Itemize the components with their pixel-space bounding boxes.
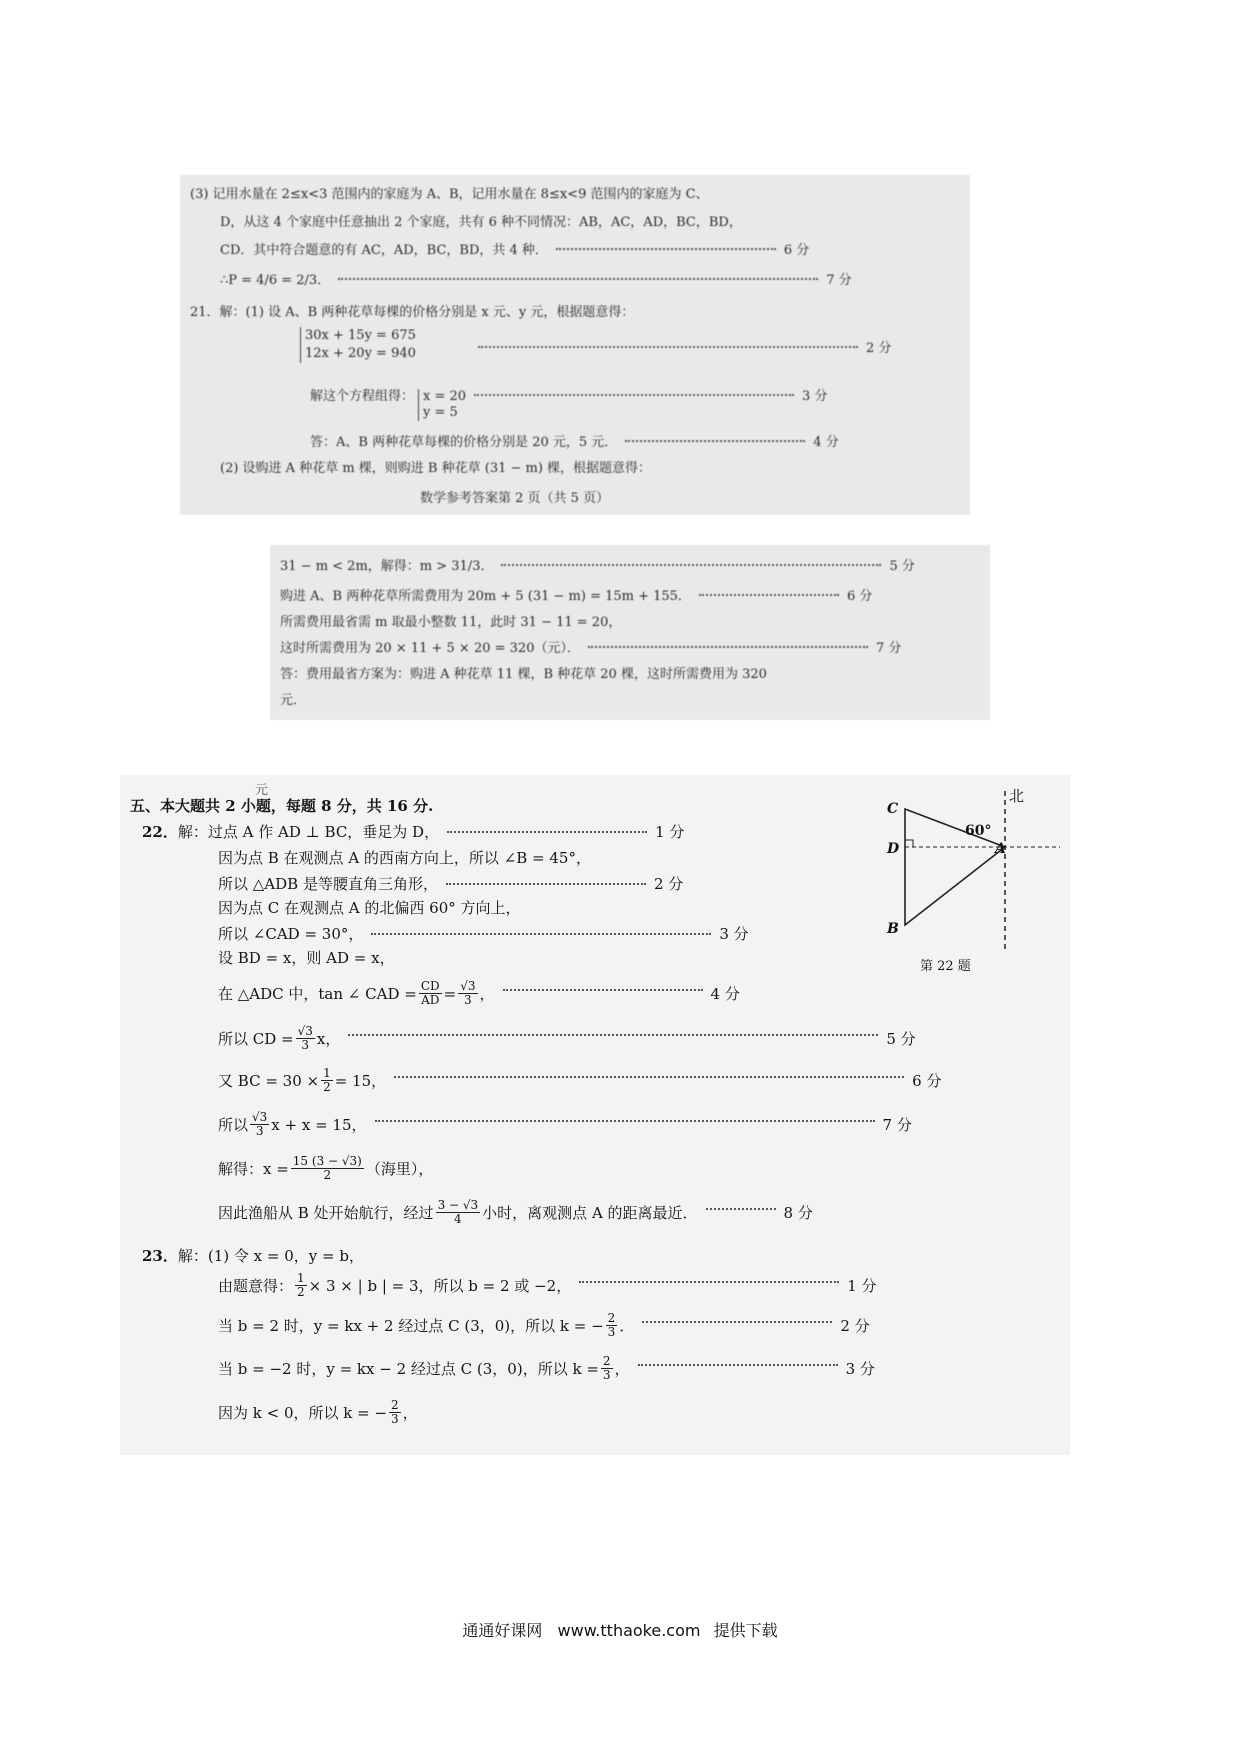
equation-system (300, 327, 416, 363)
numerator: 2 (602, 1354, 611, 1368)
q23-line (218, 1312, 870, 1339)
score: 7 分 (882, 1116, 912, 1134)
question-number: 23． (142, 1247, 178, 1265)
leader-dots (588, 646, 868, 648)
leader-dots (394, 1076, 904, 1078)
denominator: 3 (301, 1038, 310, 1052)
text: = 15， (334, 1072, 387, 1090)
text: 21．解：(1) 设 A、B 两种花草每棵的价格分别是 x 元、y 元，根据题意得： (190, 305, 635, 320)
score: 6 分 (912, 1072, 942, 1090)
q23-line (218, 1399, 418, 1426)
leader-dots (699, 594, 839, 596)
site-footer (0, 1618, 1240, 1641)
fraction (321, 1067, 333, 1094)
text: 因为点 C 在观测点 A 的北偏西 60° 方向上， (218, 899, 521, 917)
denominator: AD (421, 993, 440, 1007)
fraction (296, 1025, 315, 1052)
text: 因为点 B 在观测点 A 的西南方向上，所以 ∠B = 45°， (218, 849, 591, 867)
text: 这时所需费用为 20 × 11 + 5 × 20 = 320（元）． (280, 641, 580, 656)
text-line (470, 337, 891, 356)
text: 答：费用最省方案为：购进 A 种花草 11 棵，B 种花草 20 棵，这时所需费用为 320 (280, 667, 767, 682)
leader-dots (474, 394, 794, 396)
leader-dots (579, 1281, 839, 1283)
score: 1 分 (847, 1277, 877, 1295)
denominator: 3 (464, 993, 472, 1007)
footer-suffix: 提供下载 (713, 1621, 778, 1640)
label-c: C (887, 801, 899, 817)
text: 因此渔船从 B 处开始航行，经过 (218, 1204, 434, 1222)
q22-line (218, 1199, 813, 1226)
denominator: 3 (607, 1325, 616, 1339)
score: 4 分 (710, 985, 740, 1003)
text: 所以 CD = (218, 1030, 294, 1048)
q22-line (218, 873, 683, 894)
score: 6 分 (846, 589, 873, 604)
solution-system (418, 389, 466, 421)
denominator: 3 (255, 1124, 264, 1138)
text: ， (479, 985, 495, 1003)
numerator: 15 (3 − √3) (292, 1154, 362, 1168)
score: 8 分 (783, 1204, 813, 1222)
site-url: www.tthaoke.com (557, 1621, 701, 1640)
equation: x = 20 (423, 389, 467, 404)
text: 解：(1) 令 x = 0，y = b， (177, 1247, 364, 1265)
text: CD．其中符合题意的有 AC，AD，BC，BD，共 4 种． (220, 243, 548, 258)
numerator: √3 (297, 1024, 313, 1038)
score: 3 分 (802, 389, 828, 404)
text-line (310, 385, 827, 421)
text: 数学参考答案第 2 页（共 5 页） (420, 491, 610, 506)
text: 所以 ∠CAD = 30°， (218, 925, 364, 943)
fraction (389, 1399, 401, 1426)
q22-line (218, 1067, 941, 1094)
leader-dots (625, 440, 805, 442)
leader-dots (556, 248, 776, 250)
text-line (220, 269, 852, 288)
text: D，从这 4 个家庭中任意抽出 2 个家庭，共有 6 种不同情况：AB，AC，AD，BC，BD， (220, 215, 742, 230)
text: = (443, 984, 457, 1003)
denominator: 3 (602, 1368, 611, 1382)
section-title (130, 795, 433, 816)
q22-line (218, 980, 740, 1007)
text: 31 − m < 2m，解得：m > 31/3． (280, 559, 494, 574)
label-a: A (995, 841, 1006, 857)
text: 由题意得： (218, 1277, 294, 1295)
text: 购进 A、B 两种花草所需费用为 20m + 5 (31 − m) = 15m + 155． (280, 589, 691, 604)
leader-dots (338, 278, 818, 280)
text: 元 (255, 783, 269, 798)
score: 3 分 (719, 925, 749, 943)
equation: 12x + 20y = 940 (305, 346, 416, 361)
leader-dots (375, 1120, 875, 1122)
text: 小时，离观测点 A 的距离最近． (482, 1204, 698, 1222)
q22-line (218, 847, 591, 868)
text: 答：A、B 两种花草每棵的价格分别是 20 元，5 元． (310, 435, 618, 450)
text: ∴P = 4/6 = 2/3． (220, 273, 331, 288)
score: 5 分 (886, 1030, 916, 1048)
score: 1 分 (655, 823, 685, 841)
label-north: 北 (1009, 787, 1025, 805)
fraction (291, 1155, 364, 1182)
text-line (190, 183, 709, 202)
text-line (220, 239, 809, 258)
text-line (220, 211, 742, 230)
equation: 30x + 15y = 675 (305, 328, 416, 343)
numerator: 2 (391, 1398, 399, 1412)
fraction (601, 1355, 613, 1382)
label-angle: 60° (965, 823, 992, 839)
text: 在 △ADC 中，tan ∠ CAD = (218, 985, 417, 1003)
text: 解：过点 A 作 AD ⊥ BC，垂足为 D， (177, 823, 440, 841)
numerator: 3 − √3 (437, 1198, 479, 1212)
text-line (190, 301, 634, 320)
score: 6 分 (783, 243, 810, 258)
text-line (280, 585, 872, 604)
text: ． (619, 1317, 635, 1335)
score: 7 分 (826, 273, 852, 288)
fraction (295, 1272, 307, 1299)
leader-dots (447, 831, 647, 833)
text: 所以 △ADB 是等腰直角三角形， (218, 875, 438, 893)
scanned-answer-block-top (180, 175, 970, 515)
score: 2 分 (840, 1317, 870, 1335)
numerator: √3 (460, 979, 476, 993)
text: x + x = 15， (271, 1116, 367, 1134)
text-line (280, 555, 915, 574)
numerator: √3 (252, 1110, 268, 1124)
score: 7 分 (875, 641, 902, 656)
q22-line (218, 923, 749, 944)
page-footer-text (420, 487, 609, 506)
right-angle-mark (905, 840, 913, 847)
text: x， (316, 1030, 341, 1048)
label-d: D (887, 841, 900, 857)
numerator: 1 (297, 1271, 305, 1285)
q22-line (218, 947, 395, 968)
text: 所以 (218, 1116, 249, 1134)
text: （海里）， (365, 1160, 434, 1178)
q23-line (218, 1272, 877, 1299)
denominator: 2 (323, 1168, 332, 1182)
text: 因为 k < 0，所以 k = − (218, 1404, 388, 1422)
leader-dots (371, 933, 711, 935)
text-line (280, 637, 901, 656)
text-line (280, 663, 767, 682)
scanned-answer-block-bottom (270, 545, 990, 720)
text-line (310, 431, 839, 450)
question-number: 22． (142, 823, 178, 841)
leader-dots (446, 883, 646, 885)
numerator: CD (420, 979, 440, 993)
text: × 3 × | b | = 3，所以 b = 2 或 −2， (308, 1277, 572, 1295)
numerator: 2 (607, 1311, 616, 1325)
q23-line (142, 1245, 364, 1266)
leader-dots (638, 1364, 838, 1366)
text: 元． (280, 693, 307, 708)
fraction (436, 1199, 481, 1226)
denominator: 3 (391, 1412, 399, 1426)
text: ， (402, 1404, 418, 1422)
score: 5 分 (889, 559, 915, 574)
fraction (250, 1111, 269, 1138)
leader-dots (706, 1208, 776, 1210)
q22-line (218, 1111, 912, 1138)
numerator: 1 (323, 1066, 331, 1080)
score: 3 分 (845, 1360, 875, 1378)
q22-line (218, 1025, 916, 1052)
score: 2 分 (653, 875, 684, 893)
text: 当 b = −2 时，y = kx − 2 经过点 C (3，0)，所以 k = (218, 1360, 599, 1378)
equation: y = 5 (423, 405, 458, 420)
leader-dots (348, 1034, 878, 1036)
fraction (458, 980, 477, 1007)
fraction (606, 1312, 618, 1339)
label-b: B (887, 921, 899, 937)
denominator: 2 (297, 1285, 305, 1299)
fraction (419, 980, 442, 1007)
leader-dots (642, 1321, 832, 1323)
score: 4 分 (813, 435, 839, 450)
q23-line (218, 1355, 875, 1382)
leader-dots (501, 564, 881, 566)
text: 解得：x = (218, 1160, 289, 1178)
figure-caption: 第 22 题 (920, 959, 971, 974)
q22-line (218, 897, 521, 918)
leader-dots (503, 989, 703, 991)
text: 五、本大题共 2 小题，每题 8 分，共 16 分. (130, 797, 434, 815)
denominator: 2 (323, 1080, 331, 1094)
text: (3) 记用水量在 2≤x<3 范围内的家庭为 A、B，记用水量在 8≤x<9 范围内的家庭为 C、 (190, 187, 709, 202)
text: ， (614, 1360, 630, 1378)
site-name: 通通好课网 (462, 1621, 543, 1640)
text: 又 BC = 30 × (218, 1072, 320, 1090)
q22-line (218, 1155, 433, 1182)
text: 当 b = 2 时，y = kx + 2 经过点 C (3，0)，所以 k = − (218, 1317, 604, 1335)
leader-dots (478, 346, 858, 348)
text: 解这个方程组得： (310, 389, 415, 404)
text: (2) 设购进 A 种花草 m 棵，则购进 B 种花草 (31 − m) 棵，根据题意得： (220, 461, 652, 476)
denominator: 4 (454, 1212, 462, 1226)
score: 2 分 (866, 341, 892, 356)
text-line (280, 689, 306, 708)
q22-line (142, 821, 684, 842)
text: 设 BD = x，则 AD = x， (218, 949, 395, 967)
text-line (220, 457, 651, 476)
text-line (280, 611, 621, 630)
text: 所需费用最省需 m 取最小整数 11，此时 31 − 11 = 20， (280, 615, 622, 630)
geometry-figure-q22 (855, 785, 1065, 1005)
